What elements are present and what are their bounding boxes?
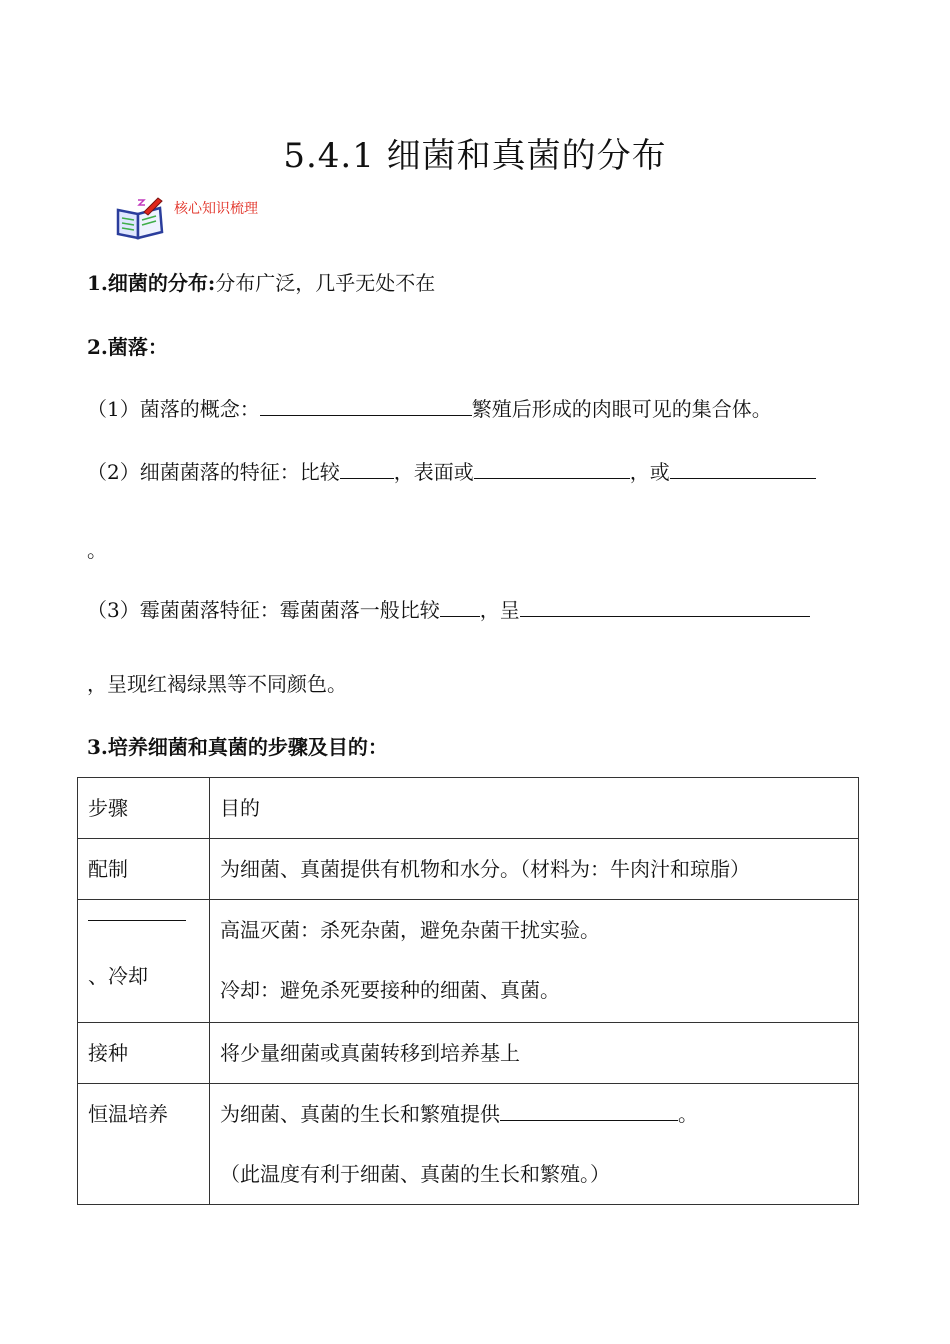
- answer-blank[interactable]: [260, 393, 472, 416]
- table-row: [78, 839, 859, 900]
- page-title: 5.4.1 细菌和真菌的分布: [283, 136, 667, 176]
- question-2: [87, 456, 816, 485]
- answer-blank[interactable]: [520, 594, 810, 617]
- cell-step: 配制: [78, 839, 210, 900]
- cell-step: [78, 900, 210, 1023]
- question-2-prefix: （2）细菌菌落的特征：比较: [87, 460, 340, 484]
- table-row: [78, 1084, 859, 1205]
- question-3-end: ，呈现红褐绿黑等不同颜色。: [87, 672, 347, 696]
- table-row: [78, 1023, 859, 1084]
- question-1-prefix: （1）菌落的概念：: [87, 397, 260, 421]
- step-suffix: 、冷却: [88, 964, 148, 988]
- header-purpose: 目的: [210, 778, 859, 839]
- cell-purpose: 高温灭菌：杀死杂菌，避免杂菌干扰实验。 冷却：避免杀死要接种的细菌、真菌。: [210, 900, 859, 1023]
- book-pencil-icon: [114, 196, 166, 240]
- answer-blank[interactable]: [340, 456, 394, 479]
- cell-purpose: 为细菌、真菌的生长和繁殖提供 。 （此温度有利于细菌、真菌的生长和繁殖。）: [210, 1084, 859, 1205]
- question-2-mid2: ，或: [629, 460, 670, 484]
- question-2-end: 。: [87, 538, 107, 562]
- question-1: [87, 393, 772, 422]
- section-2-heading: 2.菌落：: [87, 335, 168, 359]
- section-1-heading: 1.细菌的分布: [87, 271, 208, 295]
- cell-purpose: 为细菌、真菌提供有机物和水分。（材料为：牛肉汁和琼脂）: [210, 839, 859, 900]
- section-1: [87, 267, 435, 296]
- answer-blank[interactable]: [88, 900, 186, 921]
- cell-step: 接种: [78, 1023, 210, 1084]
- table-header-row: [78, 778, 859, 839]
- question-1-suffix: 繁殖后形成的肉眼可见的集合体。: [471, 397, 772, 421]
- section-3-heading: 3.培养细菌和真菌的步骤及目的：: [87, 735, 388, 759]
- header-step: 步骤: [78, 778, 210, 839]
- question-3-prefix: （3）霉菌菌落特征：霉菌菌落一般比较: [87, 598, 440, 622]
- answer-blank[interactable]: [670, 456, 816, 479]
- table-row: [78, 900, 859, 1023]
- question-2-mid: ，表面或: [393, 460, 474, 484]
- badge-label: 核心知识梳理: [174, 201, 258, 217]
- question-3-mid: ，呈: [479, 598, 520, 622]
- section-badge: [114, 190, 284, 244]
- section-1-text: 分布广泛，几乎无处不在: [215, 271, 436, 295]
- steps-table: [77, 777, 859, 1205]
- answer-blank[interactable]: [440, 594, 480, 617]
- cell-step: 恒温培养: [78, 1084, 210, 1205]
- cell-purpose: 将少量细菌或真菌转移到培养基上: [210, 1023, 859, 1084]
- answer-blank[interactable]: [500, 1098, 678, 1121]
- question-3: [87, 594, 810, 623]
- section-1-colon: :: [207, 271, 216, 295]
- answer-blank[interactable]: [474, 456, 630, 479]
